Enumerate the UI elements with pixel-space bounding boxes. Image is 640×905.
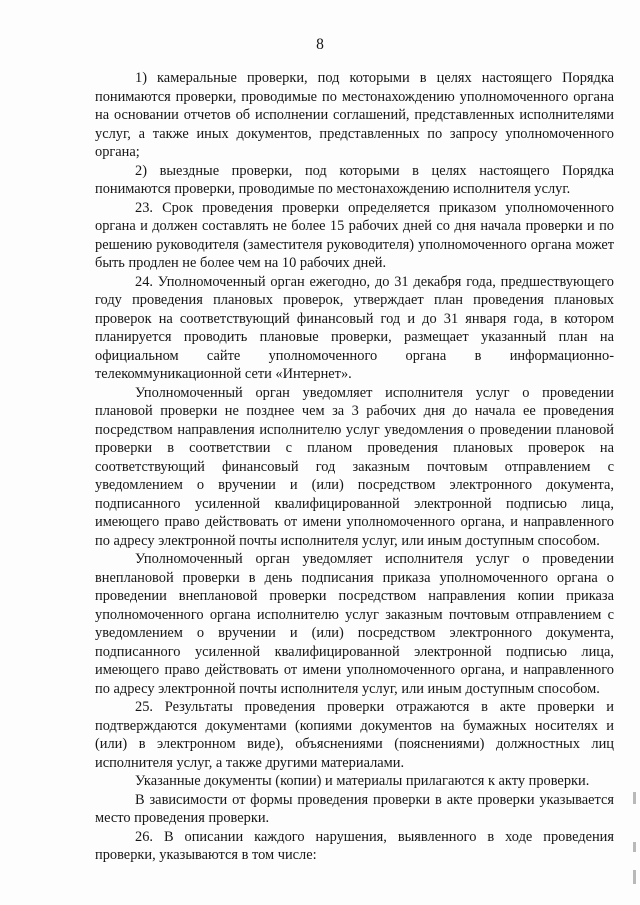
paragraph-23: 23. Срок проведения проверки определяется приказом уполномоченного органа и должен составлять не более 15 рабочих дней со дня начала проверки и по решению руководителя (заместителя руководителя) уполномоченного органа может быть продлен не более чем на 10 рабочих дней. [95,199,614,271]
scan-edge-mark [633,870,636,884]
paragraph-unplanned-notice: Уполномоченный орган уведомляет исполнителя услуг о проведении внеплановой проверки в день подписания приказа уполномоченного органа о проведении внеплановой проверки посредством направления копии приказа уполномоченного органа исполнителю услуг заказным почтовым отправлением с уведомлением о вручении и (или) посредством электронного документа, подписанного усиленной квалифицированной электронной подписью лица, имеющего право действовать от имени уполномоченного органа, и направленного по адресу электронной почты исполнителя услуг, или иным доступным способом. [95,551,614,697]
paragraph-25: 25. Результаты проведения проверки отражаются в акте проверки и подтверждаются документами (копиями документов на бумажных носителях и (или) в электронном виде), объяснениями (пояснениями) должностных лиц исполнителя услуг, а также другими материалами. [95,699,614,771]
paragraph-item-2: 2) выездные проверки, под которыми в целях настоящего Порядка понимаются проверки, проводимые по местонахождению исполнителя услуг. [95,162,614,197]
scan-edge-mark [633,842,636,852]
paragraph-26: 26. В описании каждого нарушения, выявленного в ходе проведения проверки, указываются в том числе: [95,828,614,863]
paragraph-item-1: 1) камеральные проверки, под которыми в целях настоящего Порядка понимаются проверки, проводимые по местонахождению уполномоченного органа на основании отчетов об исполнении соглашений, представленных исполнителями услуг, а также иных документов, представленных по запросу уполномоченного органа; [95,70,614,160]
paragraph-24: 24. Уполномоченный орган ежегодно, до 31 декабря года, предшествующего году проведения плановых проверок, утверждает план проведения плановых проверок на соответствующий финансовый год и до 31 января года, в котором планируется проводить плановые проверки, размещает указанный план на официальном сайте уполномоченного органа в информационно-телекоммуникационной сети «Интернет». [95,273,614,382]
paragraph-attachments: Указанные документы (копии) и материалы прилагаются к акту проверки. [135,773,590,789]
document-body [95,69,614,865]
paragraph-planned-notice: Уполномоченный орган уведомляет исполнителя услуг о проведении плановой проверки не позднее чем за 3 рабочих дня до начала ее проведения посредством направления исполнителю услуг уведомления о проведении плановой проверки в соответствии с планом проведения плановых проверок на соответствующий финансовый год заказным почтовым отправлением с уведомлением о вручении и (или) посредством электронного документа, подписанного усиленной квалифицированной электронной подписью лица, имеющего право действовать от имени уполномоченного органа, и направленного по адресу электронной почты исполнителя услуг, или иным доступным способом. [95,384,614,549]
page-number: 8 [316,36,324,53]
scan-edge-mark [633,792,636,804]
paragraph-inspection-place: В зависимости от формы проведения проверки в акте проверки указывается место проведения проверки. [95,791,614,826]
